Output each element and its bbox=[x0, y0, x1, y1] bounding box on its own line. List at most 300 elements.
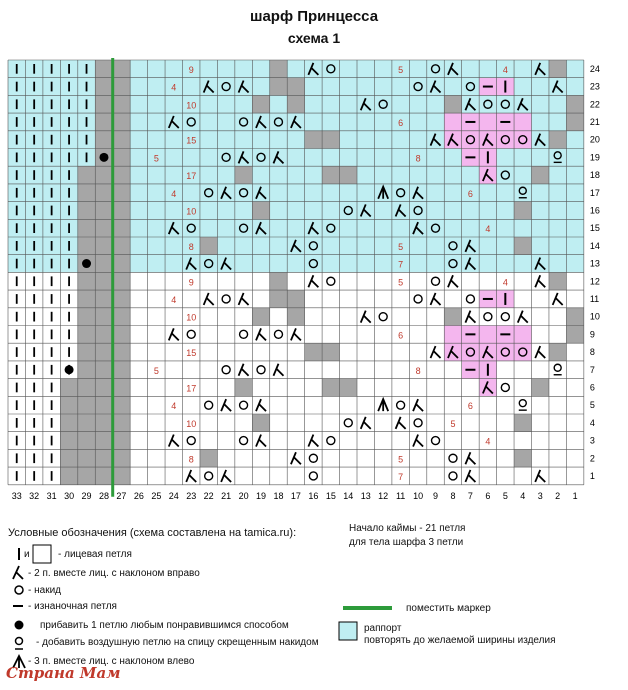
edge-gray-cell bbox=[78, 237, 95, 255]
k2tog-symbol bbox=[413, 399, 423, 411]
yarn-over-symbol bbox=[414, 419, 422, 427]
cast-on-note-2: для тела шарфа 3 петли bbox=[349, 537, 464, 548]
yarn-over-symbol bbox=[309, 472, 317, 480]
edge-gray-cell bbox=[113, 95, 130, 113]
legend-k3tog: - 3 п. вместе лиц. с наклоном влево bbox=[28, 656, 195, 667]
stitch-count-label: 6 bbox=[398, 330, 404, 341]
pink-cell bbox=[514, 343, 531, 361]
column-label: 25 bbox=[151, 490, 162, 501]
stitch-count-label: 4 bbox=[485, 224, 491, 235]
k3tog-symbol bbox=[378, 399, 388, 411]
k2tog-symbol bbox=[361, 417, 371, 429]
yarn-over-symbol bbox=[222, 295, 230, 303]
yarn-over-symbol bbox=[501, 383, 509, 391]
gray-cell bbox=[322, 379, 339, 397]
pink-cell bbox=[462, 131, 479, 149]
edge-gray-cell bbox=[78, 449, 95, 467]
edge-gray-cell bbox=[113, 414, 130, 432]
column-label: 20 bbox=[238, 490, 249, 501]
stitch-count-label: 8 bbox=[415, 153, 421, 164]
k2tog-symbol bbox=[221, 470, 231, 482]
yarn-over-symbol bbox=[379, 313, 387, 321]
edge-gray-cell bbox=[113, 361, 130, 379]
edge-gray-cell bbox=[95, 449, 112, 467]
edge-gray-cell bbox=[78, 184, 95, 202]
gray-cell bbox=[444, 95, 461, 113]
gray-cell bbox=[235, 166, 252, 184]
gray-cell bbox=[566, 95, 583, 113]
row-label: 9 bbox=[589, 329, 595, 340]
edge-gray-cell bbox=[78, 326, 95, 344]
row-label: 12 bbox=[589, 276, 600, 287]
row-label: 8 bbox=[589, 347, 595, 358]
edge-gray-cell bbox=[95, 255, 112, 273]
stitch-count-label: 5 bbox=[398, 64, 404, 75]
row-label: 14 bbox=[589, 240, 600, 251]
k2tog-symbol bbox=[308, 435, 318, 447]
edge-gray-cell bbox=[113, 219, 130, 237]
row-label: 11 bbox=[589, 293, 600, 304]
legend-k2tog: - 2 п. вместе лиц. с наклоном вправо bbox=[28, 568, 200, 579]
pink-cell bbox=[479, 326, 496, 344]
legend-increase: прибавить 1 петлю любым понравившимся способом bbox=[40, 620, 289, 631]
pink-cell bbox=[514, 326, 531, 344]
column-label: 17 bbox=[290, 490, 301, 501]
column-label: 27 bbox=[116, 490, 127, 501]
edge-gray-cell bbox=[78, 202, 95, 220]
yarn-over-symbol bbox=[327, 437, 335, 445]
row-label: 21 bbox=[589, 116, 600, 127]
k2tog-symbol bbox=[431, 293, 441, 305]
stitch-count-label: 10 bbox=[186, 312, 197, 323]
edge-gray-cell bbox=[78, 414, 95, 432]
row-label: 16 bbox=[589, 205, 600, 216]
stitch-count-label: 7 bbox=[398, 259, 404, 270]
edge-gray-cell bbox=[113, 78, 130, 96]
gray-cell bbox=[514, 414, 531, 432]
column-label: 9 bbox=[433, 490, 439, 501]
k2tog-symbol bbox=[273, 364, 283, 376]
column-label: 3 bbox=[537, 490, 543, 501]
gray-cell bbox=[200, 237, 217, 255]
legend-repeat-note: повторять до желаемой ширины изделия bbox=[364, 635, 556, 646]
k2tog-symbol bbox=[204, 293, 214, 305]
stitch-count-label: 4 bbox=[502, 64, 508, 75]
column-label: 18 bbox=[273, 490, 284, 501]
k2tog-symbol bbox=[239, 364, 249, 376]
row-label: 2 bbox=[589, 453, 595, 464]
stitch-count-label: 10 bbox=[186, 206, 197, 217]
row-label: 1 bbox=[589, 470, 595, 481]
edge-gray-cell bbox=[113, 326, 130, 344]
twisted-yo-symbol bbox=[519, 400, 526, 407]
watermark: Страна Мам bbox=[6, 664, 121, 682]
k2tog-symbol bbox=[221, 399, 231, 411]
column-label: 23 bbox=[186, 490, 197, 501]
edge-gray-cell bbox=[95, 237, 112, 255]
stitch-count-label: 6 bbox=[467, 188, 473, 199]
stitch-count-label: 5 bbox=[398, 454, 404, 465]
stitch-count-label: 9 bbox=[188, 64, 194, 75]
edge-gray-cell bbox=[95, 219, 112, 237]
edge-gray-cell bbox=[113, 272, 130, 290]
edge-gray-cell bbox=[78, 432, 95, 450]
gray-cell bbox=[252, 202, 269, 220]
edge-gray-cell bbox=[78, 379, 95, 397]
stitch-count-label: 5 bbox=[398, 241, 404, 252]
edge-gray-cell bbox=[95, 78, 112, 96]
column-label: 4 bbox=[520, 490, 526, 501]
legend-purl: - изнаночная петля bbox=[28, 601, 117, 612]
k2tog-symbol bbox=[256, 399, 266, 411]
edge-gray-cell bbox=[95, 396, 112, 414]
edge-gray-cell bbox=[113, 432, 130, 450]
k2tog-symbol bbox=[465, 470, 475, 482]
column-label: 19 bbox=[256, 490, 267, 501]
pink-cell bbox=[444, 113, 461, 131]
edge-gray-cell bbox=[95, 414, 112, 432]
stitch-count-label: 15 bbox=[186, 348, 197, 359]
column-label: 32 bbox=[29, 490, 40, 501]
stitch-count-label: 5 bbox=[398, 277, 404, 288]
gray-cell bbox=[305, 343, 322, 361]
gray-cell bbox=[252, 95, 269, 113]
k2tog-symbol bbox=[169, 328, 179, 340]
row-label: 5 bbox=[589, 400, 595, 411]
stitch-count-label: 10 bbox=[186, 100, 197, 111]
edge-gray-cell bbox=[95, 60, 112, 78]
edge-gray-cell bbox=[113, 379, 130, 397]
gray-cell bbox=[549, 343, 566, 361]
edge-gray-cell bbox=[78, 467, 95, 485]
k2tog-symbol bbox=[361, 311, 371, 323]
k2tog-symbol bbox=[465, 452, 475, 464]
gray-cell bbox=[322, 343, 339, 361]
edge-gray-cell bbox=[95, 113, 112, 131]
column-label: 6 bbox=[485, 490, 491, 501]
stitch-count-label: 6 bbox=[467, 401, 473, 412]
gray-cell bbox=[514, 237, 531, 255]
legend-yo: - накид bbox=[28, 585, 61, 596]
row-label: 22 bbox=[589, 99, 600, 110]
gray-cell bbox=[270, 290, 287, 308]
gray-cell bbox=[252, 308, 269, 326]
row-label: 7 bbox=[589, 364, 595, 375]
edge-gray-cell bbox=[60, 414, 77, 432]
k2tog-symbol bbox=[169, 435, 179, 447]
edge-gray-cell bbox=[60, 449, 77, 467]
stitch-count-label: 4 bbox=[171, 188, 177, 199]
column-label: 8 bbox=[450, 490, 456, 501]
column-label: 2 bbox=[555, 490, 561, 501]
edge-gray-cell bbox=[95, 432, 112, 450]
gray-cell bbox=[549, 131, 566, 149]
pink-cell bbox=[444, 326, 461, 344]
pink-cell bbox=[514, 113, 531, 131]
yarn-over-symbol bbox=[432, 437, 440, 445]
k2tog-symbol bbox=[396, 417, 406, 429]
yarn-over-symbol bbox=[449, 472, 457, 480]
yarn-over-symbol bbox=[327, 277, 335, 285]
edge-gray-cell bbox=[95, 308, 112, 326]
k2tog-symbol bbox=[431, 346, 441, 358]
gray-cell bbox=[305, 131, 322, 149]
stitch-count-label: 5 bbox=[153, 365, 159, 376]
yarn-over-symbol bbox=[187, 330, 195, 338]
stitch-count-label: 4 bbox=[502, 277, 508, 288]
edge-gray-cell bbox=[78, 272, 95, 290]
edge-gray-cell bbox=[113, 343, 130, 361]
yarn-over-symbol bbox=[222, 366, 230, 374]
edge-gray-cell bbox=[78, 343, 95, 361]
edge-gray-cell bbox=[78, 219, 95, 237]
k2tog-symbol bbox=[535, 275, 545, 287]
edge-gray-cell bbox=[95, 272, 112, 290]
gray-cell bbox=[287, 290, 304, 308]
bead-symbol bbox=[65, 365, 74, 374]
gray-cell bbox=[532, 166, 549, 184]
edge-gray-cell bbox=[95, 326, 112, 344]
stitch-count-label: 8 bbox=[188, 454, 194, 465]
k2tog-symbol bbox=[518, 311, 528, 323]
edge-gray-cell bbox=[95, 343, 112, 361]
k2tog-symbol bbox=[553, 293, 563, 305]
column-label: 7 bbox=[467, 490, 473, 501]
column-label: 13 bbox=[360, 490, 371, 501]
row-label: 3 bbox=[589, 435, 595, 446]
column-label: 10 bbox=[413, 490, 424, 501]
k2tog-symbol bbox=[291, 328, 301, 340]
edge-gray-cell bbox=[95, 290, 112, 308]
row-label: 4 bbox=[589, 417, 595, 428]
gray-cell bbox=[566, 113, 583, 131]
stitch-count-label: 17 bbox=[186, 383, 197, 394]
pink-cell bbox=[462, 343, 479, 361]
edge-gray-cell bbox=[95, 131, 112, 149]
column-label: 11 bbox=[395, 490, 406, 501]
column-label: 26 bbox=[133, 490, 144, 501]
pink-cell bbox=[514, 131, 531, 149]
legend-marker: поместить маркер bbox=[406, 603, 491, 614]
yarn-over-symbol bbox=[274, 330, 282, 338]
gray-cell bbox=[340, 166, 357, 184]
yarn-over-symbol bbox=[466, 295, 474, 303]
edge-gray-cell bbox=[78, 290, 95, 308]
edge-gray-cell bbox=[113, 149, 130, 167]
edge-gray-cell bbox=[113, 237, 130, 255]
row-label: 17 bbox=[589, 187, 600, 198]
gray-cell bbox=[287, 95, 304, 113]
k2tog-symbol bbox=[186, 470, 196, 482]
stitch-count-label: 15 bbox=[186, 135, 197, 146]
yarn-over-symbol bbox=[257, 366, 265, 374]
k2tog-symbol bbox=[308, 275, 318, 287]
yarn-over-symbol bbox=[240, 401, 248, 409]
edge-gray-cell bbox=[60, 432, 77, 450]
gray-cell bbox=[549, 60, 566, 78]
yarn-over-symbol bbox=[309, 454, 317, 462]
stitch-count-label: 17 bbox=[186, 171, 197, 182]
row-label: 15 bbox=[589, 223, 600, 234]
column-label: 31 bbox=[46, 490, 57, 501]
column-label: 29 bbox=[81, 490, 92, 501]
yarn-over-icon bbox=[15, 586, 23, 594]
edge-gray-cell bbox=[95, 95, 112, 113]
bead-symbol bbox=[82, 259, 91, 268]
column-label: 28 bbox=[98, 490, 109, 501]
twisted-yo-icon bbox=[15, 638, 23, 650]
yarn-over-symbol bbox=[205, 472, 213, 480]
gray-cell bbox=[200, 449, 217, 467]
yarn-over-symbol bbox=[484, 313, 492, 321]
edge-gray-cell bbox=[95, 361, 112, 379]
yarn-over-symbol bbox=[240, 330, 248, 338]
edge-gray-cell bbox=[113, 202, 130, 220]
pink-cell bbox=[497, 343, 514, 361]
gray-cell bbox=[444, 308, 461, 326]
k2tog-symbol bbox=[291, 452, 301, 464]
yarn-over-symbol bbox=[449, 454, 457, 462]
gray-cell bbox=[549, 272, 566, 290]
edge-gray-cell bbox=[113, 184, 130, 202]
column-label: 16 bbox=[308, 490, 319, 501]
stitch-count-label: 4 bbox=[171, 294, 177, 305]
gray-cell bbox=[235, 379, 252, 397]
stitch-count-label: 10 bbox=[186, 418, 197, 429]
k2tog-symbol bbox=[256, 435, 266, 447]
column-label: 30 bbox=[64, 490, 75, 501]
edge-gray-cell bbox=[95, 166, 112, 184]
edge-gray-cell bbox=[113, 131, 130, 149]
column-label: 5 bbox=[502, 490, 508, 501]
edge-gray-cell bbox=[113, 60, 130, 78]
stitch-count-label: 8 bbox=[415, 365, 421, 376]
edge-gray-cell bbox=[60, 467, 77, 485]
edge-gray-cell bbox=[78, 308, 95, 326]
k2tog-right-icon bbox=[13, 566, 23, 579]
row-label: 24 bbox=[589, 63, 600, 74]
legend-heading: Условные обозначения (схема составлена на tamica.ru): bbox=[8, 527, 297, 539]
yarn-over-symbol bbox=[432, 277, 440, 285]
edge-gray-cell bbox=[113, 449, 130, 467]
twisted-yo-symbol bbox=[554, 364, 561, 371]
column-label: 33 bbox=[11, 490, 22, 501]
gray-cell bbox=[252, 414, 269, 432]
stitch-count-label: 7 bbox=[398, 471, 404, 482]
column-label: 22 bbox=[203, 490, 214, 501]
edge-gray-cell bbox=[95, 184, 112, 202]
gray-cell bbox=[514, 449, 531, 467]
legend-repeat: раппорт bbox=[364, 623, 402, 634]
edge-gray-cell bbox=[113, 255, 130, 273]
row-label: 6 bbox=[589, 382, 595, 393]
stitch-count-label: 6 bbox=[398, 117, 404, 128]
chart-title: шарф Принцесса bbox=[249, 8, 379, 25]
yarn-over-symbol bbox=[501, 313, 509, 321]
cast-on-note-1: Начало каймы - 21 петля bbox=[349, 523, 466, 534]
column-label: 14 bbox=[343, 490, 354, 501]
stitch-count-label: 5 bbox=[153, 153, 159, 164]
bead-icon bbox=[15, 621, 24, 630]
stitch-count-label: 8 bbox=[188, 241, 194, 252]
stitch-count-label: 9 bbox=[188, 277, 194, 288]
yarn-over-symbol bbox=[205, 401, 213, 409]
pink-cell bbox=[497, 131, 514, 149]
gray-cell bbox=[287, 308, 304, 326]
column-label: 21 bbox=[221, 490, 232, 501]
edge-gray-cell bbox=[95, 202, 112, 220]
column-label: 15 bbox=[325, 490, 336, 501]
yarn-over-symbol bbox=[240, 437, 248, 445]
edge-gray-cell bbox=[113, 308, 130, 326]
yarn-over-symbol bbox=[397, 401, 405, 409]
column-label: 12 bbox=[378, 490, 389, 501]
stitch-count-label: 4 bbox=[171, 82, 177, 93]
legend-knit-and: и bbox=[24, 549, 30, 560]
edge-gray-cell bbox=[60, 379, 77, 397]
column-label: 24 bbox=[168, 490, 179, 501]
k2tog-symbol bbox=[448, 275, 458, 287]
gray-cell bbox=[322, 131, 339, 149]
edge-gray-cell bbox=[60, 396, 77, 414]
gray-cell bbox=[514, 202, 531, 220]
gray-cell bbox=[322, 166, 339, 184]
k2tog-symbol bbox=[465, 311, 475, 323]
gray-cell bbox=[287, 78, 304, 96]
edge-gray-cell bbox=[113, 113, 130, 131]
pink-cell bbox=[479, 113, 496, 131]
row-label: 20 bbox=[589, 134, 600, 145]
gray-cell bbox=[566, 326, 583, 344]
edge-gray-cell bbox=[113, 290, 130, 308]
edge-gray-cell bbox=[78, 361, 95, 379]
repeat-swatch-icon bbox=[339, 622, 357, 640]
gray-cell bbox=[340, 379, 357, 397]
k2tog-symbol bbox=[256, 328, 266, 340]
edge-gray-cell bbox=[113, 467, 130, 485]
stitch-count-label: 4 bbox=[171, 401, 177, 412]
edge-gray-cell bbox=[78, 396, 95, 414]
yarn-over-symbol bbox=[414, 295, 422, 303]
row-label: 18 bbox=[589, 170, 600, 181]
k2tog-symbol bbox=[413, 435, 423, 447]
gray-cell bbox=[566, 308, 583, 326]
bead-symbol bbox=[99, 153, 108, 162]
stitch-count-label: 5 bbox=[450, 418, 456, 429]
gray-cell bbox=[270, 78, 287, 96]
edge-gray-cell bbox=[113, 166, 130, 184]
edge-gray-cell bbox=[113, 396, 130, 414]
gray-cell bbox=[532, 379, 549, 397]
row-label: 13 bbox=[589, 258, 600, 269]
legend-twisted-yo: - добавить воздушную петлю на спицу скрещенным накидом bbox=[36, 637, 319, 648]
row-label: 19 bbox=[589, 152, 600, 163]
gray-cell bbox=[270, 60, 287, 78]
stitch-count-label: 4 bbox=[485, 436, 491, 447]
gray-cell bbox=[270, 272, 287, 290]
edge-gray-cell bbox=[95, 379, 112, 397]
k2tog-symbol bbox=[535, 470, 545, 482]
k2tog-symbol bbox=[239, 293, 249, 305]
row-label: 10 bbox=[589, 311, 600, 322]
yarn-over-symbol bbox=[187, 437, 195, 445]
k2tog-symbol bbox=[535, 346, 545, 358]
column-label: 1 bbox=[572, 490, 578, 501]
yarn-over-symbol bbox=[344, 419, 352, 427]
row-label: 23 bbox=[589, 81, 600, 92]
edge-gray-cell bbox=[95, 467, 112, 485]
chart-subtitle: схема 1 bbox=[287, 30, 341, 46]
